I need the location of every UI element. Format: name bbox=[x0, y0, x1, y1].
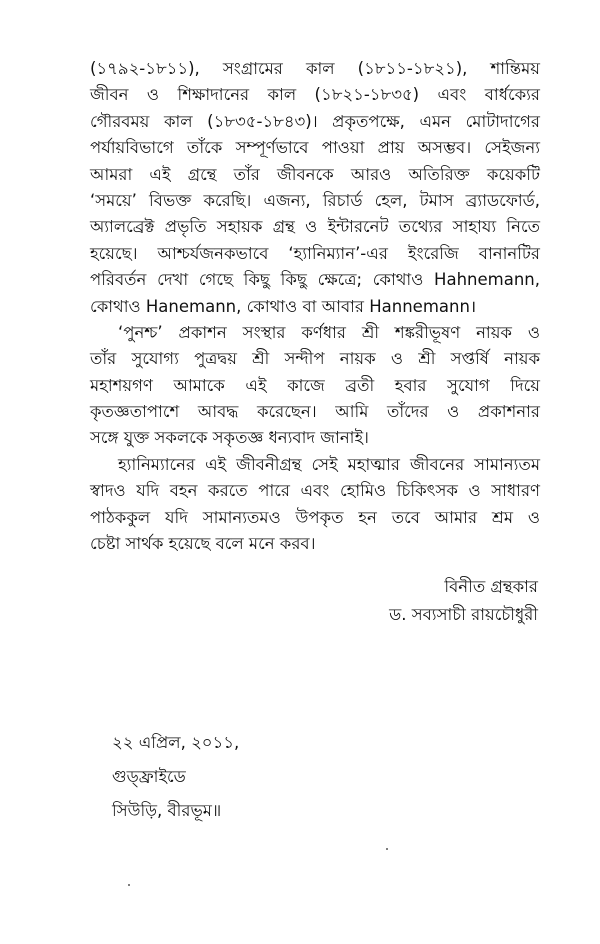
text-line: আমরা এই গ্রন্থে তাঁর জীবনকে আরও অতিরিক্ত কয়েকটি bbox=[90, 164, 540, 184]
text-line: তাঁর সুযোগ্য পুত্রদ্বয় শ্রী সন্দীপ নায়ক ও শ্রী সপ্তর্ষি নায়ক bbox=[90, 349, 540, 369]
text-line: পর্যায়বিভাগে তাঁকে সম্পূর্ণভাবে পাওয়া প্রায় অসম্ভব। সেইজন্য bbox=[90, 138, 540, 158]
text-line: পরিবর্তন দেখা গেছে কিছু কিছু ক্ষেত্রে; কোথাও Hahnemann, bbox=[90, 270, 540, 290]
text-line: ‘সময়ে’ বিভক্ত করেছি। এজন্য, রিচার্ড হেল, টমাস ব্র্যাডফোর্ড, bbox=[90, 190, 540, 210]
text-line: মহাশয়গণ আমাকে এই কাজে ব্রতী হবার সুযোগ দিয়ে bbox=[90, 375, 540, 395]
text-line: পাঠককুল যদি সামান্যতমও উপকৃত হন তবে আমার শ্রম ও bbox=[90, 507, 540, 527]
author-name: ড. সব্যসাচী রায়চৌধুরী bbox=[389, 605, 538, 625]
dateline-block bbox=[112, 726, 239, 828]
text-line: কৃতজ্ঞতাপাশে আবদ্ধ করেছেন। আমি তাঁদের ও প্রকাশনার bbox=[90, 402, 540, 422]
text-line: সঙ্গে যুক্ত সকলকে সকৃতজ্ঞ ধন্যবাদ জানাই। bbox=[90, 428, 369, 448]
paper-speck bbox=[386, 848, 388, 850]
spacer bbox=[90, 557, 540, 573]
paper-speck bbox=[128, 884, 130, 886]
signature-block bbox=[90, 573, 540, 629]
text-line: ‘পুনশ্চ’ প্রকাশন সংস্থার কর্ণধার শ্রী শঙ্করীভূষণ নায়ক ও bbox=[118, 322, 540, 342]
date-text: ২২ এপ্রিল, ২০১১, bbox=[112, 733, 240, 752]
text-line: স্বাদও যদি বহন করতে পারে এবং হোমিও চিকিৎসক ও সাধারণ bbox=[90, 481, 540, 501]
paragraph-3 bbox=[90, 452, 540, 558]
text-line: অ্যালব্রেক্ট প্রভৃতি সহায়ক গ্রন্থ ও ইন্টারনেট তথ্যের সাহায্য নিতে bbox=[90, 217, 540, 237]
paragraph-2 bbox=[90, 320, 540, 452]
place-text: সিউড়ি, বীরভূম॥ bbox=[112, 801, 222, 820]
text-line: হয়েছে। আশ্চর্যজনকভাবে ‘হ্যানিম্যান’-এর ইংরেজি বানানটির bbox=[90, 243, 540, 263]
text-line: কোথাও Hanemann, কোথাও বা আবার Hannemann। bbox=[90, 296, 477, 316]
text-line: (১৭৯২-১৮১১), সংগ্রামের কাল (১৮১১-১৮২১), শান্তিময় bbox=[90, 59, 540, 78]
preface-page bbox=[90, 56, 540, 629]
text-line: চেষ্টা সার্থক হয়েছে বলে মনে করব। bbox=[90, 534, 316, 554]
text-line: গৌরবময় কাল (১৮৩৫-১৮৪৩)। প্রকৃতপক্ষে, এমন মোটাদাগের bbox=[90, 111, 540, 131]
text-line: হ্যানিম্যানের এই জীবনীগ্রন্থ সেই মহাত্মার জীবনের সামান্যতম bbox=[118, 454, 540, 474]
text-line: জীবন ও শিক্ষাদানের কাল (১৮২১-১৮৩৫) এবং বার্ধক্যের bbox=[90, 85, 540, 105]
occasion-text: গুড্‌ফ্রাইডে bbox=[112, 767, 186, 786]
signature-salutation: বিনীত গ্রন্থকার bbox=[444, 577, 538, 597]
paragraph-1 bbox=[90, 56, 540, 320]
